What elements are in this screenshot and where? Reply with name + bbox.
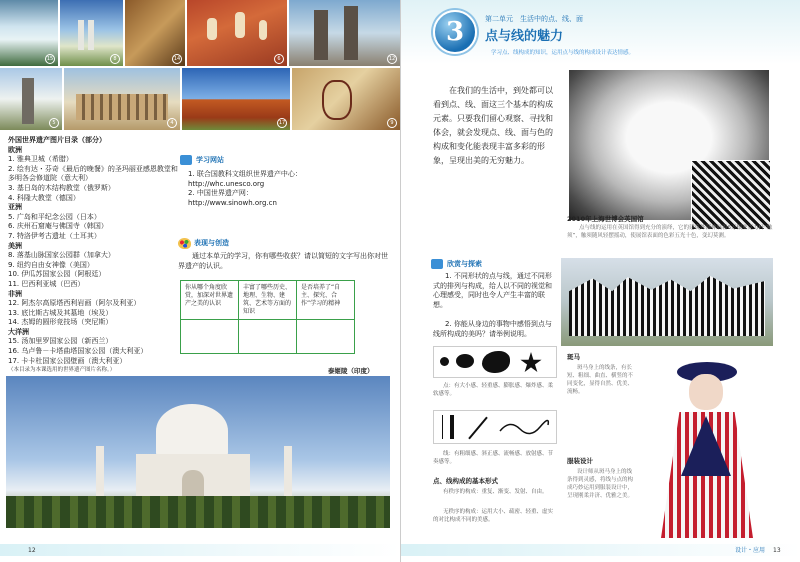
section-africa (8, 290, 180, 328)
website-label: 1. 联合国教科文组织世界遗产中心： (188, 170, 302, 178)
photo-wall-art (125, 0, 185, 66)
expression-prompt: 通过本单元的学习，你有哪些收获？请以简短的文字写出你对世界遗产的认识。 (178, 252, 388, 270)
photo-number: 9 (387, 118, 397, 128)
wave-line-icon (498, 417, 550, 439)
photo-kakadu-art (292, 68, 400, 130)
page-number: 12 (28, 547, 36, 554)
photo-number: 15 (46, 56, 54, 62)
heritage-list (8, 136, 180, 374)
photo-taj-mahal (6, 376, 390, 528)
photo-number: 17 (278, 120, 286, 126)
section-name: 大洋洲 (8, 327, 29, 336)
photo-brasilia (60, 0, 123, 66)
photo-number: 14 (173, 56, 181, 62)
photo-number: 6 (274, 54, 284, 64)
photo-rock-art (187, 0, 287, 66)
zebra-title: 斑马 (567, 353, 580, 361)
list-item: 15. 汤加里罗国家公园（新西兰） (8, 337, 113, 346)
lesson-number: 3 (445, 17, 465, 47)
photo-tower (0, 68, 62, 130)
photo-fashion-model (641, 356, 771, 542)
footer-bar (0, 544, 400, 556)
photo-colosseum (64, 68, 180, 130)
section-name: 非洲 (8, 289, 22, 298)
list-item: 8. 落基山脉国家公园群（加拿大） (8, 251, 115, 260)
list-item: 9. 纽约自由女神像（美国） (8, 260, 94, 269)
lines-illustration (433, 410, 557, 444)
explore-question-1: 1. 不同形状的点与线，通过不同形式的排列与构成，给人以不同的视觉和心理感受，同时也令人产生丰富的联想。 (433, 272, 552, 309)
right-page (400, 0, 800, 562)
section-americas (8, 242, 180, 290)
intro-text: 在我们的生活中，到处都可以看到点、线、面这三个基本的构成元素。只要我们留心观察、寻找和体会，就会发现点、线、面与色的构成和变化能表现丰富多彩的形象，呈现出美的无穷魅力。 (433, 86, 553, 165)
footer-label: 设计・应用 (735, 547, 766, 554)
list-item: 16. 乌卢鲁－卡塔曲塔国家公园（澳大利亚） (8, 347, 148, 356)
list-item: 2. 绘有达・芬奇《最后的晚餐》的圣玛丽亚感恩教堂和多明各会修道院（意大利） (8, 164, 178, 183)
table-cell: 丰富了哪些历史、地理、生物、建筑、艺术等方面的知识 (239, 281, 297, 320)
photo-number: 8 (110, 54, 120, 64)
lesson-objective: 学习点、线构成的知识，运用点与线的构成设计表达情感。 (491, 50, 635, 56)
heritage-list-title: 外国世界遗产图片目录（部分） (8, 136, 106, 144)
table-cell: 是否培养了“自主、探究、合作”学习的精神 (297, 281, 355, 320)
reflection-table (180, 280, 355, 354)
list-item: 11. 巴西利亚城（巴西） (8, 279, 85, 288)
table-input-cell[interactable] (239, 320, 297, 354)
website-link[interactable]: http://whc.unesco.org (188, 179, 265, 188)
form-text: 有秩序的构成：重复、渐变、发射、自由。 (443, 489, 548, 495)
table-input-cell[interactable] (181, 320, 239, 354)
photo-number: 4 (167, 118, 177, 128)
fashion-description: 设计师从斑马身上的线条得到灵感，将线与点的构成巧妙运用到服装设计中，呈现刚柔并济、优雅之美。 (567, 469, 634, 499)
fashion-title: 服装设计 (567, 457, 593, 465)
list-item: 6. 庆州石窟庵与佛国寺（韩国） (8, 222, 108, 231)
learning-websites-heading: 学习网站 (180, 154, 224, 166)
list-item: 4. 科隆大教堂（德国） (8, 193, 80, 202)
section-asia (8, 203, 180, 241)
list-item: 5. 广岛和平纪念公园（日本） (8, 212, 101, 221)
list-item: 3. 基日岛的木结构教堂（俄罗斯） (8, 183, 115, 192)
dots-illustration (433, 346, 557, 378)
expo-title: 2010年上海世博会英国馆 (567, 215, 644, 223)
palette-icon (178, 238, 191, 249)
section-oceania (8, 328, 180, 366)
form-title: 点、线构成的基本形式 (433, 477, 498, 485)
website-label: 2. 中国世界遗产网： (188, 189, 253, 198)
list-item: 12. 阿杰尔高原塔西利岩画（阿尔及利亚） (8, 299, 141, 308)
lesson-title: 点与线的魅力 (485, 29, 564, 44)
table-input-cell[interactable] (297, 320, 355, 354)
list-item: 7. 特洛伊考古遗址（土耳其） (8, 231, 101, 240)
list-item: 10. 伊瓜苏国家公园（阿根廷） (8, 270, 106, 279)
unit-title: 第二单元 生活中的点、线、面 (485, 15, 583, 23)
explore-question-2: 2. 你能从身边的事物中感悟到点与线所构成的美吗？请举例说明。 (433, 320, 552, 338)
zebra-description: 斑马身上的线条，有长短、粗细、曲直、横竖的不同变化，显得自然、优美、流畅。 (567, 365, 634, 395)
list-item: 13. 底比斯古城及其墓地（埃及） (8, 308, 113, 317)
form-text-2: 无秩序的构成：运用大小、疏密、轻重、虚实的对比构成不同的美感。 (433, 509, 554, 523)
photo-number: 12 (388, 56, 396, 62)
photo-pavilion-detail (691, 160, 771, 230)
expression-heading: 表现与创造 (194, 239, 229, 247)
photo-uluru (182, 68, 290, 130)
learning-websites (188, 170, 388, 208)
list-item: 14. 杰姆的圆形竞技场（突尼斯） (8, 318, 113, 327)
dots-caption: 点：有大小感、轻重感、膨胀感、爆炸感、柔软感等。 (433, 383, 554, 397)
table-cell: 你从哪个角度欣赏，加深对世界遗产之美的认识 (181, 281, 239, 320)
list-item: 1. 雅典卫城（希腊） (8, 155, 73, 164)
section-name: 欧洲 (8, 145, 22, 154)
page-number: 13 (773, 547, 781, 554)
section-name: 亚洲 (8, 203, 22, 212)
taj-mahal-caption: 泰姬陵（印度） (328, 367, 374, 375)
photo-waterfall (0, 0, 58, 66)
expo-description: 点与线的运用在英国馆得到充分的演绎，它的建筑外部伸展着6万根亚克力杆“触须”，触须随风轻摆摇动，使展馆表面的色彩五光十色，变幻莫测。 (567, 225, 773, 239)
heritage-list-note: （本目录为本课选用的世界遗产图片名称。） (8, 367, 116, 374)
photo-zebras (561, 258, 773, 346)
list-item: 17. 卡卡杜国家公园壁画（澳大利亚） (8, 356, 127, 365)
website-link[interactable]: http://www.sinowh.org.cn (188, 198, 277, 207)
explore-heading: 欣赏与探索 (431, 258, 482, 270)
photo-number: 5 (49, 118, 59, 128)
lesson-badge (433, 10, 477, 54)
lines-caption: 线：有粗细感、斜正感、流畅感、放射感、节奏感等。 (433, 451, 554, 465)
section-name: 美洲 (8, 241, 22, 250)
photo-cathedral (289, 0, 400, 66)
section-europe (8, 146, 180, 204)
